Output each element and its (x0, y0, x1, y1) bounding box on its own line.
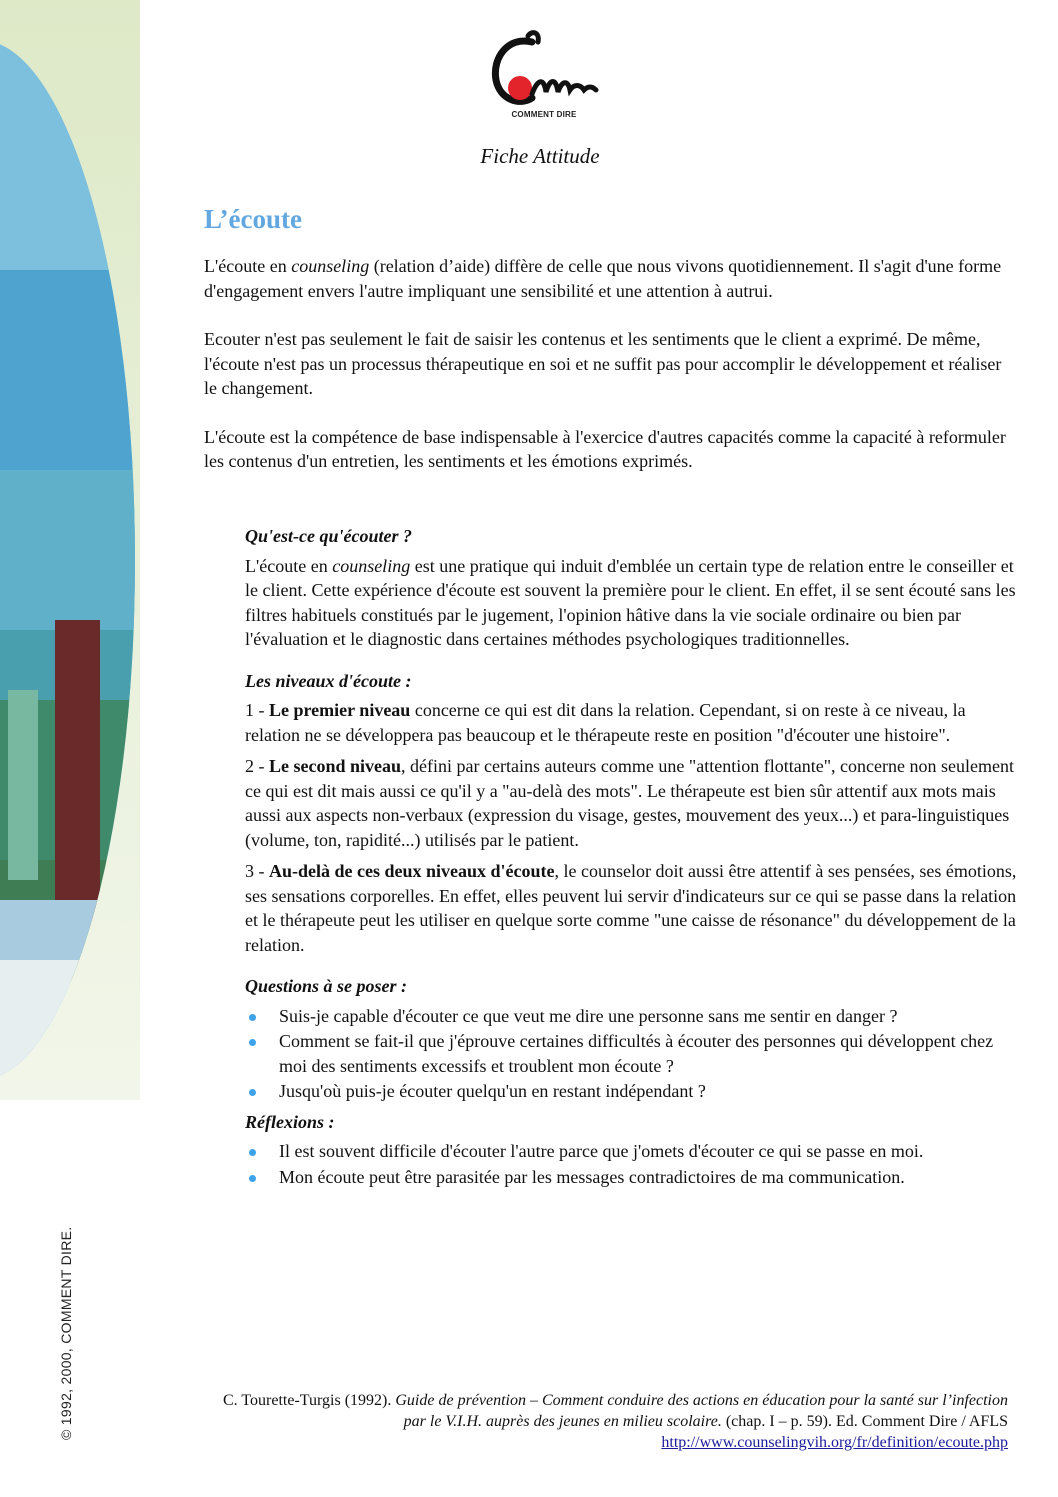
fiche-subtitle: Fiche Attitude (480, 144, 600, 168)
section-heading-questions: Questions à se poser : (245, 976, 408, 996)
level-item: 3 - Au-delà de ces deux niveaux d'écoute, le counselor doit aussi être attentif à ses pensées, ses émotions, ses sensations corporelles. En effet, elles peuvent lui servir d'indicateurs sur ce qui se passe dans la relation et le thérapeute peut les utiliser en quelque sorte comme "une caisse de résonance" du développement de la relation. (245, 861, 1017, 955)
intro-paragraph-2: Ecouter n'est pas seulement le fait de saisir les contenus et les sentiments que le client a exprimé. De même, l'écoute n'est pas un processus thérapeutique en soi et ne suffit pas pour accomplir le développement et réaliser le changement. (204, 329, 1002, 398)
level-item: 1 - Le premier niveau concerne ce qui est dit dans la relation. Cependant, si on reste à ce niveau, la relation ne se développera pas beaucoup et le thérapeute reste en position "d'écouter une histoire". (245, 700, 966, 745)
bullet-icon (249, 1089, 256, 1096)
bullet-icon (249, 1039, 256, 1046)
logo-text: COMMENT DIRE (511, 110, 577, 119)
comment-dire-logo (488, 28, 600, 132)
details-section (245, 524, 1020, 1195)
reflexions-list (245, 1139, 1020, 1189)
section-heading-niveaux: Les niveaux d'écoute : (245, 670, 412, 691)
questions-list (245, 1004, 1020, 1104)
bullet-icon (249, 1149, 256, 1156)
intro-paragraph-1: L'écoute en counseling (relation d’aide) diffère de celle que nous vivons quotidiennement. Il s'agit d'une forme d'engagement envers l'autre impliquant une sensibilité et une attention à autrui. (204, 256, 1002, 301)
side-painting (0, 0, 140, 1100)
level-item: 2 - Le second niveau, défini par certains auteurs comme une "attention flottante", concerne non seulement ce qui est dit mais aussi ce qu'il y a "au-delà des mots". Le thérapeute est bien sûr attentif aux mots mais aussi aux aspects non-verbaux (expression du visage, gestes, mouvement des yeux...) et para-linguistiques (volume, ton, rapidité...) utilisés par le patient. (245, 756, 1014, 850)
page-title: L’écoute (204, 204, 302, 234)
section-heading-reflexions: Réflexions : (245, 1111, 335, 1132)
list-item: Comment se fait-il que j'éprouve certaines difficultés à écouter des personnes qui développent chez moi des sentiments excessifs et troublent mon écoute ? (245, 1029, 1020, 1078)
reference-citation: C. Tourette-Turgis (1992). Guide de prévention – Comment conduire des actions en éducation pour la santé sur l’infection par le V.I.H. auprès des jeunes en milieu scolaire. (chap. I – p. 59). Ed. Comment Dire / AFLS http://www.counselingvih.org/fr/definition/ecoute.php (222, 1392, 1008, 1451)
intro-section (204, 254, 1014, 498)
bullet-icon (249, 1175, 256, 1182)
intro-paragraph-3: L'écoute est la compétence de base indispensable à l'exercice d'autres capacités comme la capacité à reformuler les contenus d'un entretien, les sentiments et les émotions exprimés. (204, 426, 1006, 471)
reference-link[interactable]: http://www.counselingvih.org/fr/definition/ecoute.php (661, 1434, 1008, 1451)
list-item: Jusqu'où puis-je écouter quelqu'un en restant indépendant ? (245, 1079, 1020, 1104)
section-heading-ecouter: Qu'est-ce qu'écouter ? (245, 526, 412, 546)
list-item: Mon écoute peut être parasitée par les messages contradictoires de ma communication. (245, 1165, 1020, 1190)
list-item: Il est souvent difficile d'écouter l'autre parce que j'omets d'écouter ce qui se passe en moi. (245, 1139, 1020, 1164)
copyright-notice: © 1992, 2000, COMMENT DIRE. (58, 1226, 74, 1440)
section-paragraph-ecouter: L'écoute en counseling est une pratique qui induit d'emblée un certain type de relation entre le conseiller et le client. Cette expérience d'écoute est souvent la première pour le client. En effet, il se sent écouté sans les filtres habituels constitués par le jugement, l'opinion hâtive dans la vie sociale ordinaire ou bien par l'évaluation et le diagnostic dans certaines méthodes psychologiques traditionnelles. (245, 555, 1016, 649)
list-item: Suis-je capable d'écouter ce que veut me dire une personne sans me sentir en danger ? (245, 1004, 1020, 1029)
bullet-icon (249, 1014, 256, 1021)
